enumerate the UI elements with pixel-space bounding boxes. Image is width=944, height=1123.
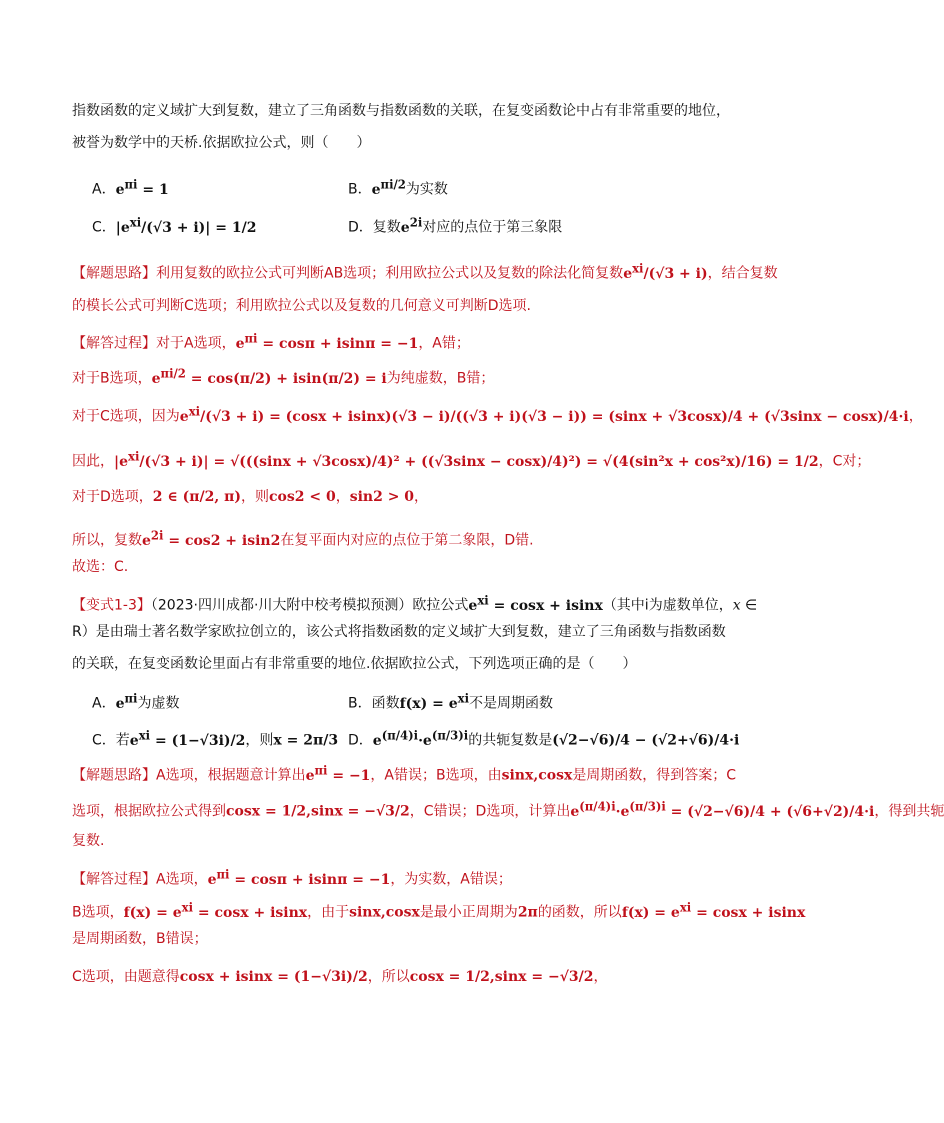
variant-solution-1: 【解答过程】A选项，$e^{\pi i} = \cos\pi + isin\pi = -1$，为实数，A错误； bbox=[72, 867, 512, 888]
variant-option-c: C．若$e^{xi} = (1-√3i)/2$，则x = 2π/3 bbox=[92, 728, 339, 749]
variant-option-a: A．$e^{\pi i}$为虚数 bbox=[92, 691, 180, 712]
option-a: A．$e^{\pi i} = 1$ bbox=[92, 177, 169, 198]
solution-line-4: 因此，$|e^{xi}/(√3 + i)| = √(((\sin x + √3\cos x)/4)^2 + ((√3\sin x - \cos x)/4)^2) = √(4(\sin^2x + \cos^2x)/16) = 1/2$，C对； bbox=[72, 449, 871, 470]
solution-line-3: 对于C选项，因为$e^{xi}/(√3 + i) = (\cos x + isinx)(√3 - i)/((√3 + i)(√3 - i)) = (\sin x + √3\cos x)/4 + (√3\sin x - \cos x)/4\cdot i$， bbox=[72, 404, 923, 425]
solution-line-5: 对于D选项，2 ∈ (π/2, π)，则cos2 < 0，sin2 > 0， bbox=[72, 489, 429, 505]
variant-option-d: D．$e^{(\pi/4)i}\cdot e^{(\pi/3)i}$的共轭复数是(√2−√6)/4 − (√2+√6)/4·i bbox=[348, 728, 740, 749]
option-b: B．$e^{\pi i/2}$为实数 bbox=[348, 177, 448, 198]
variant-solution-2: B选项，$f(x) = e^{xi} = \cos x + isinx$，由于sinx,cosx是最小正周期为2π的函数，所以$f(x) = e^{xi} = \cos x + isinx$ bbox=[72, 900, 806, 921]
variant-analysis-3: 复数. bbox=[72, 833, 105, 849]
answer-line: 故选：C. bbox=[72, 559, 129, 575]
variant-solution-3: 是周期函数，B错误； bbox=[72, 931, 208, 947]
variant-option-b: B．函数$f(x) = e^{xi}$不是周期函数 bbox=[348, 691, 554, 712]
variant-line-3: 的关联，在复变函数论里面占有非常重要的地位.依据欧拉公式，下列选项正确的是（ ） bbox=[72, 656, 637, 672]
variant-line-1: 【变式1-3】（2023·四川成都·川大附中校考模拟预测）欧拉公式$e^{xi} = \cos x + isinx$（其中i为虚数单位，x ∈ bbox=[72, 593, 758, 614]
solution-line-1: 【解答过程】对于A选项，$e^{\pi i} = \cos\pi + isin\pi = -1$，A错； bbox=[72, 331, 470, 352]
variant-analysis-1: 【解题思路】A选项，根据题意计算出$e^{\pi i} = -1$，A错误；B选项，由sinx,cosx是周期函数，得到答案；C bbox=[72, 763, 737, 784]
option-d: D．复数$e^{2i}$对应的点位于第三象限 bbox=[348, 215, 563, 236]
analysis-line-2: 的模长公式可判断C选项；利用欧拉公式以及复数的几何意义可判断D选项. bbox=[72, 298, 532, 314]
variant-analysis-2: 选项，根据欧拉公式得到cosx = 1/2,sinx = −√3/2，C错误；D选项，计算出$e^{(\pi/4)i}\cdot e^{(\pi/3)i} = (√2-√6)/4 + (√6+√2)/4\cdot i$，得到共轭 bbox=[72, 799, 944, 820]
solution-line-6: 所以，复数$e^{2i} = \cos 2 + isin2$在复平面内对应的点位于第二象限，D错. bbox=[72, 528, 534, 549]
analysis-line-1: 【解题思路】利用复数的欧拉公式可判断AB选项；利用欧拉公式以及复数的除法化简复数$e^{xi}/(√3 + i)$，结合复数 bbox=[72, 261, 778, 282]
variant-solution-4: C选项，由题意得cosx + isinx = (1−√3i)/2，所以cosx = 1/2,sinx = −√3/2， bbox=[72, 969, 608, 985]
text-line-1: 指数函数的定义域扩大到复数，建立了三角函数与指数函数的关联，在复变函数论中占有非常重要的地位， bbox=[72, 103, 730, 119]
variant-line-2: R）是由瑞士著名数学家欧拉创立的，该公式将指数函数的定义域扩大到复数，建立了三角函数与指数函数 bbox=[72, 624, 726, 640]
option-c: C．$|e^{xi}/(√3 + i)| = 1/2$ bbox=[92, 215, 257, 236]
solution-line-2: 对于B选项，$e^{\pi i/2} = \cos(\pi/2) + isin(\pi/2) = i$为纯虚数，B错； bbox=[72, 366, 495, 387]
text-line-2: 被誉为数学中的天桥.依据欧拉公式，则（ ） bbox=[72, 135, 371, 151]
